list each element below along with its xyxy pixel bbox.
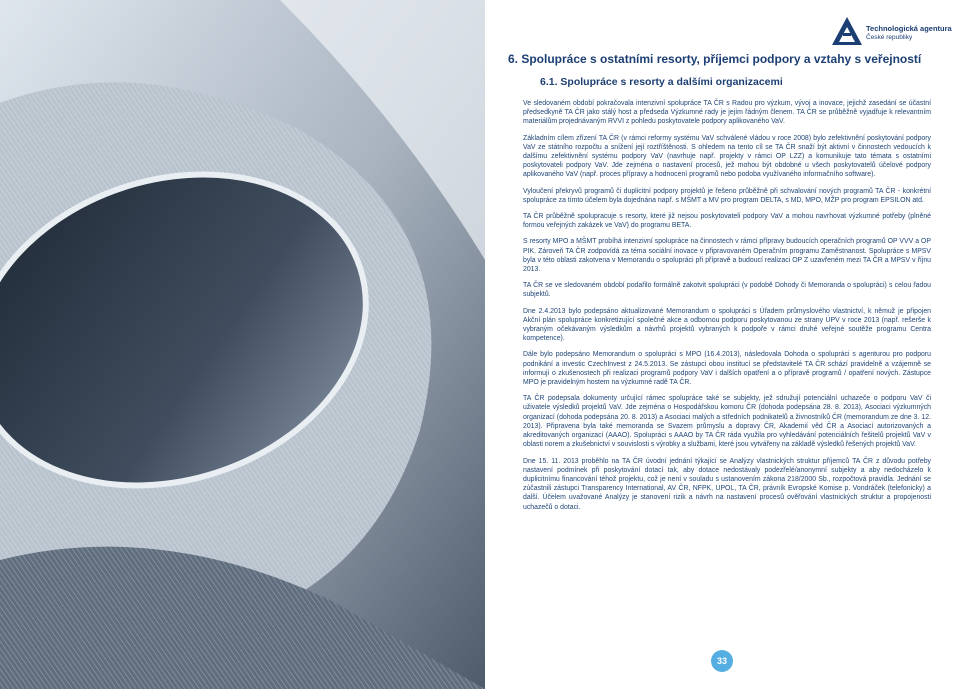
section-heading: 6. Spolupráce s ostatními resorty, příjemci podpory a vztahy s veřejností xyxy=(508,52,922,66)
paragraph: Vyloučení překryvů programů či duplicitní podpory projektů je řešeno průběžně při schvalování nových programů TA ČR - konkrétní spolupráce za tímto účelem byla dojednána např. s MŠMT a MV pro program DELTA, s MD, MPO, MŽP pro program EPSILON atd. xyxy=(523,187,931,204)
document-page xyxy=(485,0,959,689)
page-number: 33 xyxy=(711,650,733,672)
paragraph: Dne 15. 11. 2013 proběhlo na TA ČR úvodní jednání týkající se Analýzy vlastnických struktur příjemců TA ČR z důvodu potřeby nastavení podmínek při poskytování dotací tak, aby dotace nedostávaly podezřelé/anonymní subjekty a aby nedocházelo k duplicitnímu financování téhož projektu, což je není v souladu s ustanovením zákona 218/2000 Sb., rozpočtová pravidla. Jednání se zúčastnili zástupci Transparency International, AV ČR, NFPK, UPOL, TA ČR, právník Evropské Komise p. Vondráček (telefonicky) a další. Účelem uvažované Analýzy je stanovení rizik a návrh na nastavení procesů ověřování vlastnických struktur a propojenosti uchazečů o dotaci. xyxy=(523,457,931,511)
paragraph: Dne 2.4.2013 bylo podepsáno aktualizované Memorandum o spolupráci s Úřadem průmyslového vlastnictví, k němuž je připojen Akční plán spolupráce konkretizující společné akce a odbornou podporu poskytovanou ze strany ÚPV v roce 2013 (např. rešerše k vybraným očekávaným výsledkům a návrhů projektů vybraných k podpoře v rámci druhé veřejné soutěže programu Centra kompetence). xyxy=(523,307,931,343)
paragraph: TA ČR podepsala dokumenty určující rámec spolupráce také se subjekty, jež sdružují potenciální uchazeče o podporu VaV či uživatele výsledků projektů VaV. Jde zejména o Hospodářskou komoru ČR (dohoda podepsána 28. 8. 2013), Asociaci výzkumných organizací (dohoda podepsána 20. 8. 2013) a Asociaci malých a středních podnikatelů a živnostníků ČR (memorandum ze dne 3. 12. 2013). Připravena byla také memoranda se Svazem průmyslu a dopravy ČR, Akademií věd ČR a Asociací autorizovaných a akreditovaných organizací (AAAO). Spolupráci s AAAO by TA ČR ráda využila pro vyhledávání potenciálních řešitelů projektů VaV v oblasti norem a zkušebnictví v souvislosti s výrobky a službami, které jsou vytvářeny na základě výsledků řešených projektů VaV. xyxy=(523,395,931,449)
logo-line-2: České republiky xyxy=(866,34,913,41)
agency-logo xyxy=(831,16,952,48)
subsection-heading: 6.1. Spolupráce s resorty a dalšími organizacemi xyxy=(540,76,783,88)
paragraph: Ve sledovaném období pokračovala intenzivní spolupráce TA ČR s Radou pro výzkum, vývoj a inovace, jejichž zasedání se účastní předsedkyně TA ČR jako stálý host a předseda Výzkumné rady je jejím řádným členem. TA ČR se průběžně vyjadřuje k relevantním materiálům projednávaným RVVI z pohledu poskytovatele podpory aplikovaného VaV. xyxy=(523,100,931,126)
logo-line-1: Technologická agentura xyxy=(866,24,952,33)
logo-triangle-icon xyxy=(831,16,863,46)
body-text xyxy=(523,99,931,519)
paragraph: Dále bylo podepsáno Memorandum o spolupráci s MPO (16.4.2013), následovala Dohoda o spolupráci s agenturou pro podporu podnikání a investic CzechInvest z 24.5.2013. Se zástupci obou institucí se představitelé TA ČR schází pravidelně a vzájemně se informují o zkušenostech při realizaci programů podpory VaV i dalších opatření a o přípravě programů / opatření nových. Zástupce MPO je pravidelným hostem na výzkumné radě TA ČR. xyxy=(523,351,931,387)
paragraph: TA ČR průběžně spolupracuje s resorty, které již nejsou poskytovateli podpory VaV a mohou navrhovat výzkumné potřeby (plněné formou veřejných zakázek ve VaV) do programu BETA. xyxy=(523,213,931,230)
paragraph: Základním cílem zřízení TA ČR (v rámci reformy systému VaV schválené vládou v roce 2008) bylo zefektivnění poskytování podpory VaV ze státního rozpočtu a snížení její roztříštěnosti. S ohledem na tento cíl se TA ČR snaží být aktivní v činnostech vedoucích k dalšímu zefektivnění systému podpory VaV (navrhuje např. projekty v rámci OP LZZ) a komunikuje tato témata s ostatními poskytovateli podpory VaV. Jde zejména o nastavení procesů, jež mohou být obdobné u všech poskytovatelů účelové podpory aplikovaného VaV (např. proces přípravy a hodnocení programů nebo podoba využívaného informačního software). xyxy=(523,134,931,179)
paragraph: S resorty MPO a MŠMT probíhá intenzivní spolupráce na činnostech v rámci přípravy budoucích operačních programů OP VVV a OP PIK. Zároveň TA ČR zodpovídá za téma sociální inovace v připravovaném Operačním programu Zaměstnanost. Spolupráce s MPSV byla v této oblasti zakotvena v Memorandu o spolupráci při přípravě a budoucí realizaci OP Z uzavřeném mezi TA ČR a MPSV v říjnu 2013. xyxy=(523,238,931,274)
paragraph: TA ČR se ve sledovaném období podařilo formálně zakotvit spolupráci (v podobě Dohody či Memoranda o spolupráci) s celou řadou subjektů. xyxy=(523,282,931,299)
